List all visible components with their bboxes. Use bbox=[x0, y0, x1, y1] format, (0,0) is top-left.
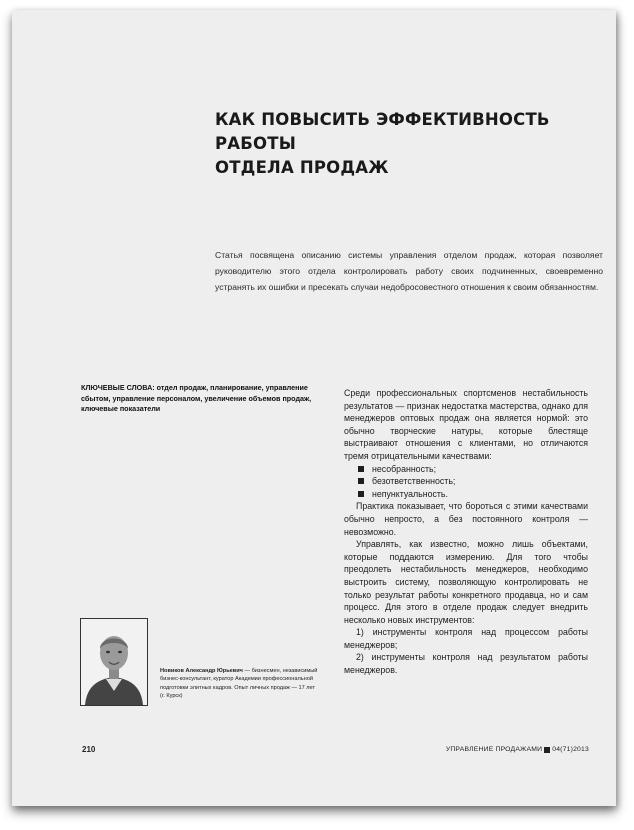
author-bio bbox=[160, 667, 320, 701]
article-title-line-1: КАК ПОВЫСИТЬ ЭФФЕКТИВНОСТЬ РАБОТЫ bbox=[215, 110, 550, 153]
author-photo bbox=[80, 618, 148, 706]
journal-name: УПРАВЛЕНИЕ ПРОДАЖАМИ bbox=[445, 746, 543, 753]
qualities-list bbox=[344, 463, 588, 501]
list-item bbox=[358, 475, 588, 488]
square-bullet-icon bbox=[358, 491, 364, 497]
body-paragraph-5: 2) инструменты контроля над результатом работы менеджеров. bbox=[344, 652, 588, 676]
author-portrait-icon bbox=[81, 619, 147, 705]
list-item bbox=[358, 488, 588, 501]
article-body bbox=[344, 387, 588, 677]
article-lead: Статья посвящена описанию системы управления отделом продаж, которая позволяет руководителю этого отдела контролировать работу своих подчиненных, своевременно устранять их ошибки и пресекать случаи недобросовестного отношения к своим обязанностям. bbox=[215, 250, 603, 292]
author-name: Новиков Александр Юрьевич bbox=[160, 668, 243, 674]
square-separator-icon bbox=[544, 747, 550, 753]
article-title bbox=[215, 108, 615, 180]
body-paragraph-3: Управлять, как известно, можно лишь объектами, которые поддаются измерению. Для того чтобы преодолеть нестабильность менеджеров, необходимо выстроить систему, позволяющую контролировать не только результат работы конкретного продавца, но и сам процесс. Для этого в отделе продаж следует внедрить несколько новых инструментов: bbox=[344, 539, 588, 625]
list-item bbox=[358, 463, 588, 476]
square-bullet-icon bbox=[358, 478, 364, 484]
author-description: — бизнесмен, независимый бизнес-консультант, куратор Академии профессиональной подготовки элитных кадров. Опыт личных продаж — 17 лет (г. Курск) bbox=[160, 668, 318, 700]
article-title-line-2: ОТДЕЛА ПРОДАЖ bbox=[215, 158, 389, 177]
list-item-text: непунктуальность. bbox=[372, 488, 448, 499]
list-item-text: безответственность; bbox=[372, 476, 456, 487]
body-paragraph-1: Среди профессиональных спортсменов нестабильность результатов — признак недостатка мастерства, однако для менеджеров оптовых продаж она является нормой: это обычно творческие натуры, которые блестяще выстраивают отношения с клиентами, но отличаются тремя отрицательными качествами: bbox=[344, 388, 588, 461]
page-number: 210 bbox=[82, 745, 96, 754]
keywords-text: отдел продаж, планирование, управление сбытом, управление персоналом, увеличение объемов продаж, ключевые показатели bbox=[81, 383, 312, 413]
body-paragraph-2: Практика показывает, что бороться с этими качествами обычно непросто, а без постоянного контроля — невозможно. bbox=[344, 501, 588, 537]
keywords-block bbox=[81, 383, 325, 415]
body-paragraph-4: 1) инструменты контроля над процессом работы менеджеров; bbox=[344, 627, 588, 650]
keywords-label: КЛЮЧЕВЫЕ СЛОВА: bbox=[81, 383, 155, 392]
list-item-text: несобранность; bbox=[372, 463, 437, 474]
journal-footer bbox=[446, 746, 589, 753]
journal-issue: 04(71)2013 bbox=[552, 746, 589, 753]
square-bullet-icon bbox=[358, 466, 364, 472]
journal-page bbox=[12, 10, 616, 806]
